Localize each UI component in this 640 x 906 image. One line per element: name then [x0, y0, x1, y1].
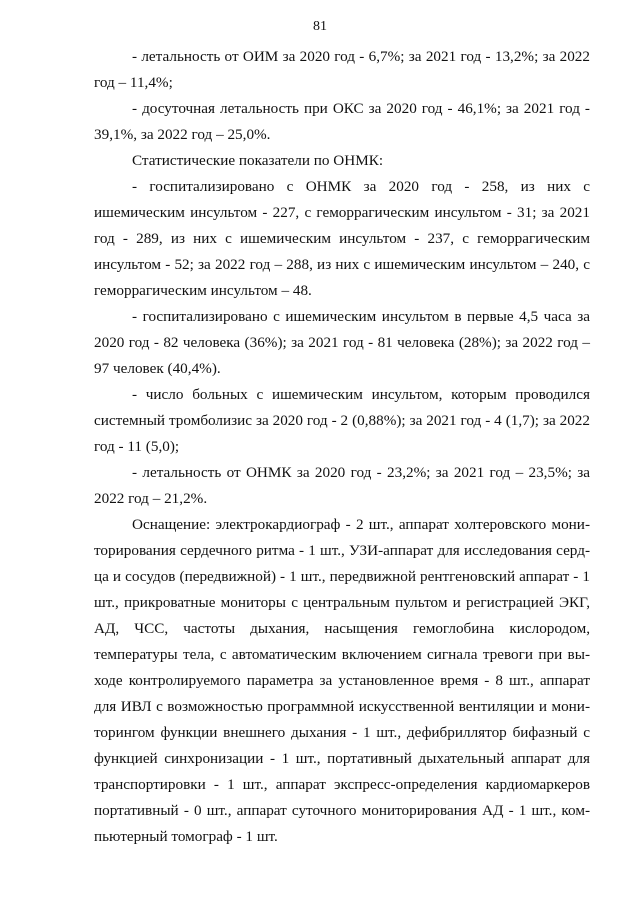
page-number: 81 — [313, 19, 327, 34]
page-body — [94, 44, 590, 850]
paragraph-oks-mortality: - досуточная летальность при ОКС за 2020 год - 46,1%; за 2021 год - 39,1%, за 2022 год – 25,0%. — [94, 100, 590, 143]
paragraph-equipment: Оснащение: электрокардиограф - 2 шт., аппарат холтеровского мониторирования сердечного ритма - 1 шт., УЗИ-аппарат для исследования сердца и сосудов (передвижной) - 1 шт., передвижной рентгеновский аппарат - 1 шт., прикроватные мониторы с центральным пультом и регистрацией ЭКГ, АД, ЧСС, частоты дыхания, насыщения гемоглобина кислородом, температуры тела, с автоматическим включением сигнала тревоги при выходе контролируемого параметра за установленное время - 8 шт., аппарат для ИВЛ с возможностью программной искусственной вентиляции и мониторингом функции внешнего дыхания - 1 шт., дефибриллятор бифазный с функцией синхронизации - 1 шт., портативный дыхательный аппарат для транспортировки - 1 шт., аппарат экспресс-определения кардиомаркеров портативный - 0 шт., аппарат суточного мониторирования АД - 1 шт., компьютерный томограф - 1 шт. — [94, 516, 590, 845]
paragraph-onmk-hospitalized: - госпитализировано с ОНМК за 2020 год - 258, из них с ишемическим инсультом - 227, с геморрагическим инсультом - 31; за 2021 год - 289, из них с ишемическим инсультом - 237, с геморрагическим инсультом - 52; за 2022 год – 288, из них с ишемическим инсультом – 240, с геморрагическим инсультом – 48. — [94, 178, 590, 299]
paragraph-early-hospitalized: - госпитализировано с ишемическим инсультом в первые 4,5 часа за 2020 год - 82 человека (36%); за 2021 год - 81 человека (28%); за 2022 год – 97 человек (40,4%). — [94, 308, 590, 377]
paragraph-thrombolysis: - число больных с ишемическим инсультом, которым проводился системный тромболизис за 2020 год - 2 (0,88%); за 2021 год - 4 (1,7); за 2022 год - 11 (5,0); — [94, 386, 590, 455]
paragraph-oim-mortality: - летальность от ОИМ за 2020 год - 6,7%; за 2021 год - 13,2%; за 2022 год – 11,4%; — [94, 48, 590, 91]
paragraph-onmk-heading: Статистические показатели по ОНМК: — [132, 152, 384, 169]
paragraph-onmk-mortality: - летальность от ОНМК за 2020 год - 23,2%; за 2021 год – 23,5%; за 2022 год – 21,2%. — [94, 464, 590, 507]
